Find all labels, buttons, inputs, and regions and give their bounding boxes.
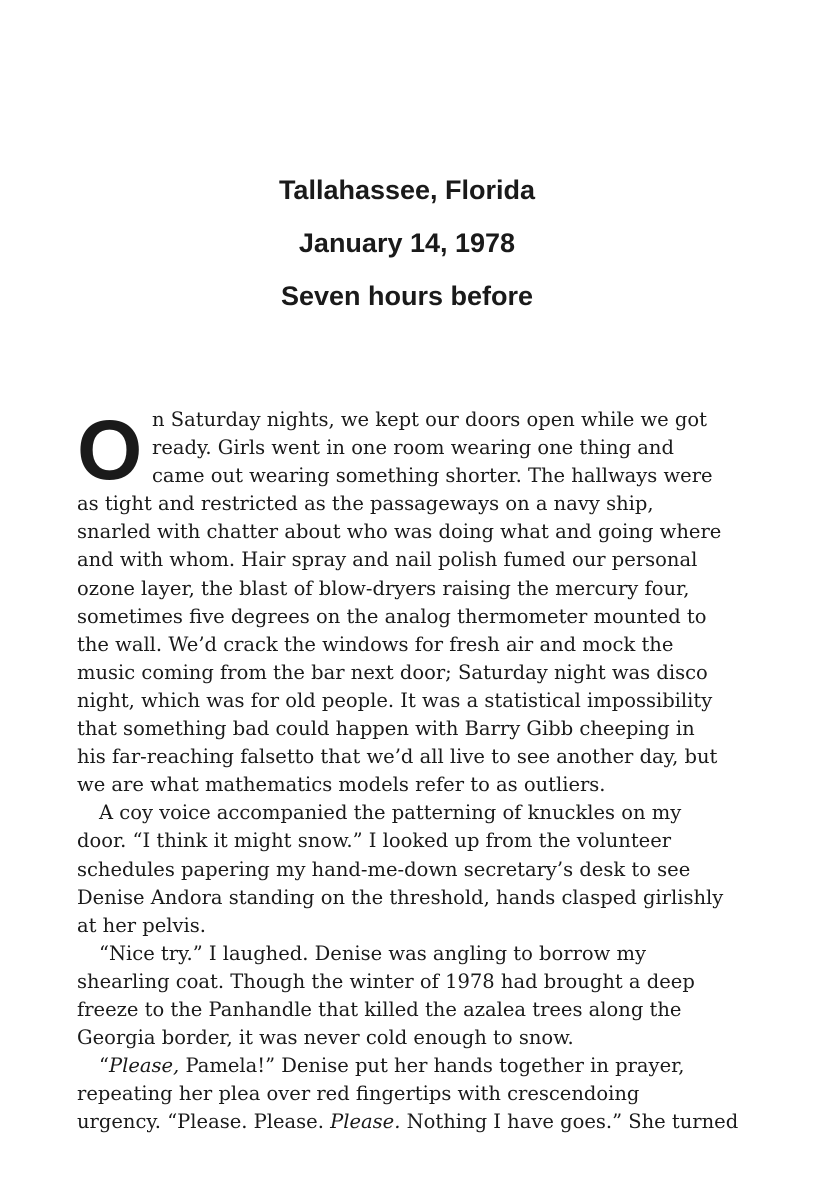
text-line: Georgia border, it was never cold enough to snow.: [77, 1026, 574, 1050]
text-line: sometimes five degrees on the analog thermometer mounted to: [77, 604, 707, 628]
text-line: we are what mathematics models refer to as outliers.: [77, 773, 606, 797]
text-line: freeze to the Panhandle that killed the azalea trees along the: [77, 997, 682, 1021]
text-line: came out wearing something shorter. The hallways were: [152, 464, 713, 488]
text-line: as tight and restricted as the passageways on a navy ship,: [77, 492, 654, 516]
text-line: shearling coat. Though the winter of 1978 had brought a deep: [77, 969, 695, 993]
text-line: ready. Girls went in one room wearing one thing and: [152, 436, 674, 460]
text-line: his far-reaching falsetto that we’d all live to see another day, but: [77, 745, 718, 769]
text-line: and with whom. Hair spray and nail polish fumed our personal: [77, 548, 698, 572]
text-line: repeating her plea over red fingertips with crescendoing: [77, 1082, 640, 1106]
text-line: schedules papering my hand-me-down secretary’s desk to see: [77, 857, 691, 881]
chapter-location: Tallahassee, Florida: [278, 175, 536, 205]
text-line: [77, 1052, 742, 1080]
paragraph-3: [77, 940, 742, 1052]
text-line: that something bad could happen with Barry Gibb cheeping in: [77, 717, 695, 741]
text-run: “: [99, 1054, 109, 1078]
text-line: snarled with chatter about who was doing what and going where: [77, 520, 722, 544]
text-run: Pamela!” Denise put her hands together in prayer,: [179, 1054, 685, 1078]
text-run: urgency. “Please. Please.: [77, 1110, 331, 1134]
paragraph-2: [77, 799, 742, 939]
text-line: Denise Andora standing on the threshold, hands clasped girlishly: [77, 885, 724, 909]
text-line: night, which was for old people. It was a statistical impossibility: [77, 688, 713, 712]
chapter-time: Seven hours before: [280, 281, 534, 311]
text-line: the wall. We’d crack the windows for fresh air and mock the: [77, 632, 674, 656]
chapter-date: January 14, 1978: [298, 228, 516, 258]
text-line: at her pelvis.: [77, 913, 206, 937]
text-line: [77, 1108, 742, 1136]
text-line: music coming from the bar next door; Saturday night was disco: [77, 660, 708, 684]
paragraph-1: [77, 403, 742, 799]
text-line: A coy voice accompanied the patterning of knuckles on my: [99, 801, 682, 825]
text-line: n Saturday nights, we kept our doors open while we got: [152, 408, 707, 431]
paragraph-4: [77, 1052, 742, 1136]
text-line: ozone layer, the blast of blow-dryers raising the mercury four,: [77, 576, 690, 600]
emphasis: Please,: [108, 1054, 180, 1078]
emphasis: Please.: [330, 1110, 401, 1134]
drop-cap: O: [77, 403, 143, 497]
text-line: door. “I think it might snow.” I looked up from the volunteer: [77, 829, 672, 853]
text-line: “Nice try.” I laughed. Denise was angling to borrow my: [99, 941, 647, 965]
body-text: [77, 403, 742, 1136]
text-run: Nothing I have goes.” She turned: [400, 1110, 739, 1134]
